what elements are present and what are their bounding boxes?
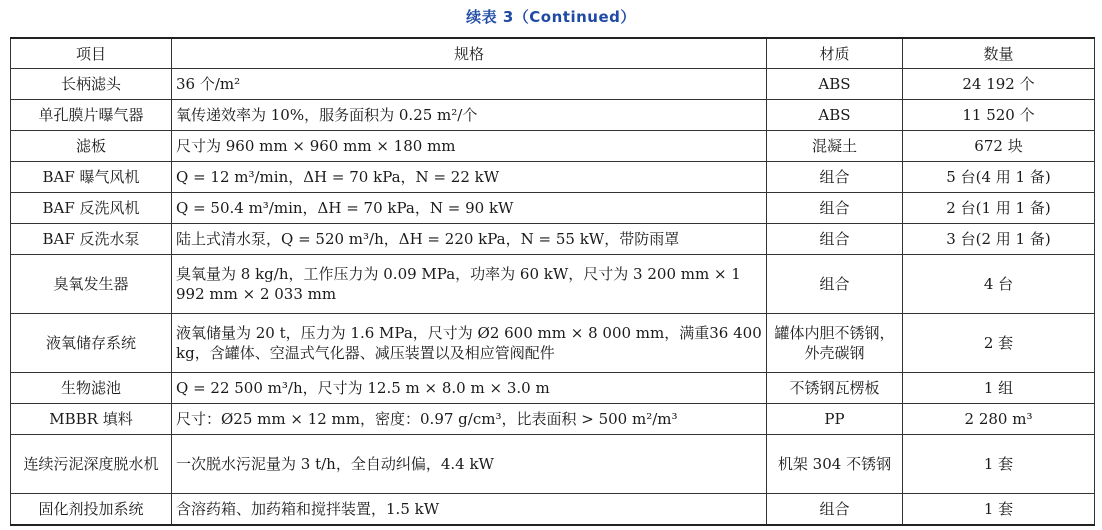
cell-material: PP bbox=[767, 404, 903, 435]
cell-item: 固化剂投加系统 bbox=[11, 494, 172, 526]
cell-quantity: 1 套 bbox=[903, 435, 1095, 494]
table-row bbox=[11, 224, 1095, 255]
table-row bbox=[11, 494, 1095, 526]
cell-quantity: 2 套 bbox=[903, 314, 1095, 373]
header-quantity: 数量 bbox=[903, 38, 1095, 69]
cell-quantity: 4 台 bbox=[903, 255, 1095, 314]
cell-spec: Q = 12 m³/min，ΔH = 70 kPa，N = 22 kW bbox=[172, 162, 767, 193]
cell-quantity: 3 台(2 用 1 备) bbox=[903, 224, 1095, 255]
cell-quantity: 2 台(1 用 1 备) bbox=[903, 193, 1095, 224]
cell-item: BAF 反洗水泵 bbox=[11, 224, 172, 255]
header-row bbox=[11, 38, 1095, 69]
cell-material: 组合 bbox=[767, 494, 903, 526]
table-row bbox=[11, 373, 1095, 404]
equipment-spec-table bbox=[10, 37, 1095, 526]
cell-quantity: 1 组 bbox=[903, 373, 1095, 404]
table-row bbox=[11, 314, 1095, 373]
cell-material: 组合 bbox=[767, 255, 903, 314]
cell-item: 液氧储存系统 bbox=[11, 314, 172, 373]
table-caption: 续表 3（Continued） bbox=[466, 8, 636, 26]
table-row bbox=[11, 435, 1095, 494]
table-row bbox=[11, 131, 1095, 162]
table-row bbox=[11, 404, 1095, 435]
cell-quantity: 24 192 个 bbox=[903, 69, 1095, 100]
cell-item: 滤板 bbox=[11, 131, 172, 162]
cell-spec: 一次脱水污泥量为 3 t/h，全自动纠偏，4.4 kW bbox=[172, 435, 767, 494]
cell-material: 组合 bbox=[767, 224, 903, 255]
cell-spec: 尺寸：Ø25 mm × 12 mm，密度：0.97 g/cm³，比表面积 > 500 m²/m³ bbox=[172, 404, 767, 435]
cell-spec: 陆上式清水泵，Q = 520 m³/h，ΔH = 220 kPa，N = 55 kW，带防雨罩 bbox=[172, 224, 767, 255]
header-spec: 规格 bbox=[172, 38, 767, 69]
cell-quantity: 672 块 bbox=[903, 131, 1095, 162]
cell-material: 组合 bbox=[767, 193, 903, 224]
header-material: 材质 bbox=[767, 38, 903, 69]
table-row bbox=[11, 255, 1095, 314]
cell-spec: 氧传递效率为 10%，服务面积为 0.25 m²/个 bbox=[172, 100, 767, 131]
cell-spec: 液氧储量为 20 t，压力为 1.6 MPa，尺寸为 Ø2 600 mm × 8 000 mm，满重36 400 kg，含罐体、空温式气化器、减压装置以及相应管阀配件 bbox=[172, 314, 767, 373]
table-row bbox=[11, 69, 1095, 100]
cell-item: 连续污泥深度脱水机 bbox=[11, 435, 172, 494]
cell-spec: Q = 22 500 m³/h，尺寸为 12.5 m × 8.0 m × 3.0 m bbox=[172, 373, 767, 404]
cell-quantity: 1 套 bbox=[903, 494, 1095, 526]
cell-item: 单孔膜片曝气器 bbox=[11, 100, 172, 131]
cell-spec: 36 个/m² bbox=[172, 69, 767, 100]
cell-material: 不锈钢瓦楞板 bbox=[767, 373, 903, 404]
cell-spec: 臭氧量为 8 kg/h，工作压力为 0.09 MPa，功率为 60 kW，尺寸为 3 200 mm × 1 992 mm × 2 033 mm bbox=[172, 255, 767, 314]
cell-material: 罐体内胆不锈钢，外壳碳钢 bbox=[767, 314, 903, 373]
table-row bbox=[11, 193, 1095, 224]
cell-spec: 含溶药箱、加药箱和搅拌装置，1.5 kW bbox=[172, 494, 767, 526]
cell-material: 混凝土 bbox=[767, 131, 903, 162]
cell-spec: 尺寸为 960 mm × 960 mm × 180 mm bbox=[172, 131, 767, 162]
cell-material: 组合 bbox=[767, 162, 903, 193]
cell-item: 臭氧发生器 bbox=[11, 255, 172, 314]
cell-item: MBBR 填料 bbox=[11, 404, 172, 435]
header-item: 项目 bbox=[11, 38, 172, 69]
cell-quantity: 11 520 个 bbox=[903, 100, 1095, 131]
cell-spec: Q = 50.4 m³/min，ΔH = 70 kPa，N = 90 kW bbox=[172, 193, 767, 224]
cell-quantity: 5 台(4 用 1 备) bbox=[903, 162, 1095, 193]
cell-item: 长柄滤头 bbox=[11, 69, 172, 100]
cell-quantity: 2 280 m³ bbox=[903, 404, 1095, 435]
table-row bbox=[11, 162, 1095, 193]
cell-item: BAF 曝气风机 bbox=[11, 162, 172, 193]
cell-material: ABS bbox=[767, 100, 903, 131]
table-row bbox=[11, 100, 1095, 131]
cell-item: BAF 反洗风机 bbox=[11, 193, 172, 224]
cell-item: 生物滤池 bbox=[11, 373, 172, 404]
cell-material: 机架 304 不锈钢 bbox=[767, 435, 903, 494]
cell-material: ABS bbox=[767, 69, 903, 100]
